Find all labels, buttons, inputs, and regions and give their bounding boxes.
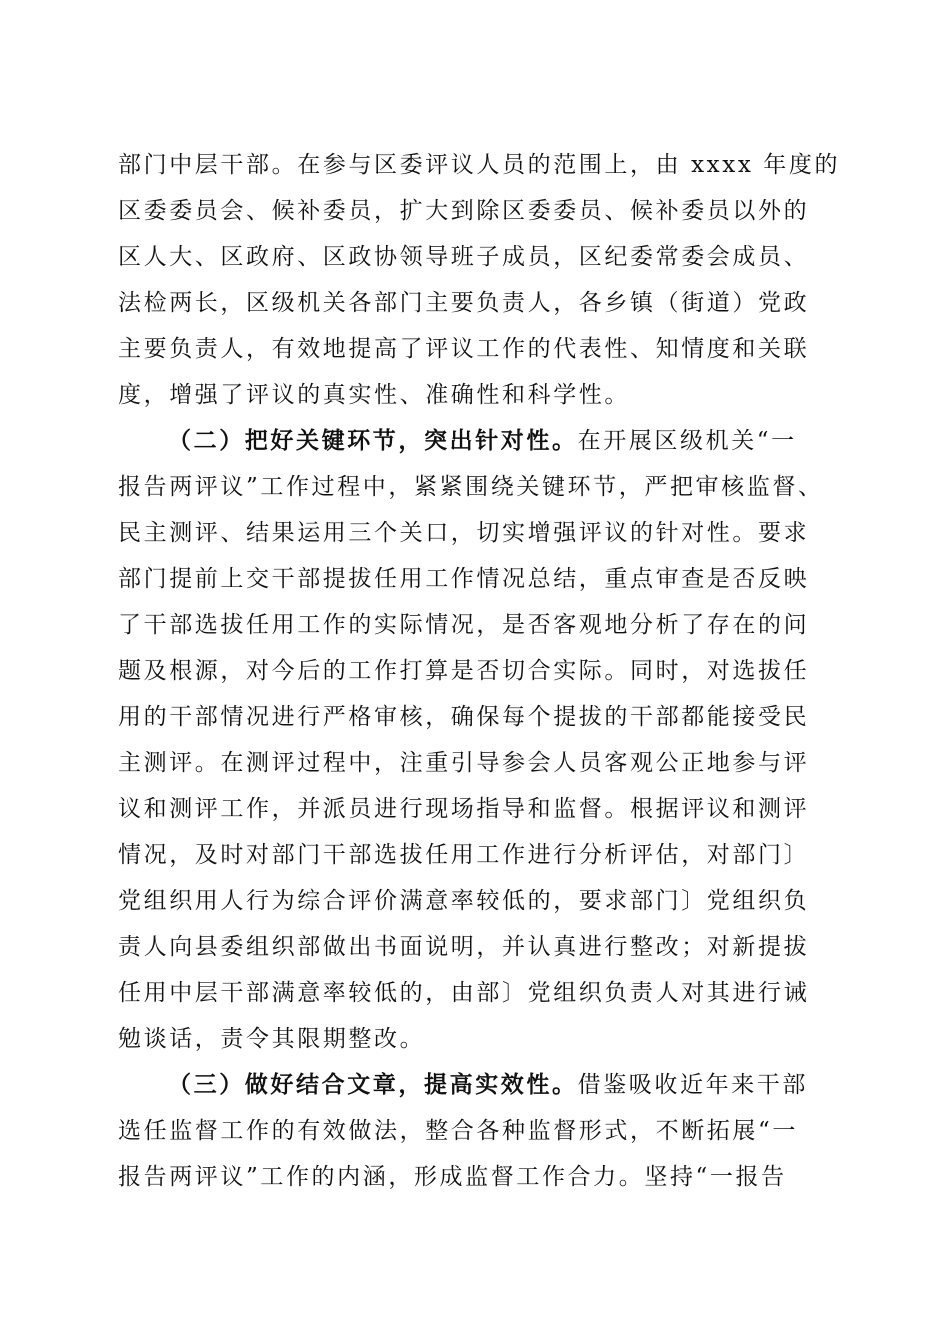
text-line: 民主测评、结果运用三个关口，切实增强评议的针对性。要求 <box>118 520 810 546</box>
text-line: 法检两长，区级机关各部门主要负责人，各乡镇（街道）党政 <box>118 290 810 316</box>
text-line: 主要负责人，有效地提高了评议工作的代表性、知情度和关联 <box>118 336 810 362</box>
paragraph-3 <box>118 1062 832 1200</box>
text-line: 题及根源，对今后的工作打算是否切合实际。同时，对选拔任 <box>118 658 810 684</box>
text-line: 选任监督工作的有效做法，整合各种监督形式，不断拓展“一 <box>118 1118 798 1144</box>
text-run: 借鉴吸收近年来干部 <box>577 1072 809 1098</box>
text-line: 报告两评议”工作过程中，紧紧围绕关键环节，严把审核监督、 <box>118 474 824 500</box>
text-line: 党组织用人行为综合评价满意率较低的，要求部门〕党组织负 <box>118 888 810 914</box>
document-body <box>118 142 841 1200</box>
section-heading: （三）做好结合文章，提高实效性。 <box>168 1071 578 1098</box>
text-line: 部门中层干部。在参与区委评议人员的范围上，由 xxxx 年度的 <box>118 152 841 178</box>
text-line: 度，增强了评议的真实性、准确性和科学性。 <box>118 382 630 408</box>
paragraph-first-line <box>118 418 832 464</box>
text-line: 任用中层干部满意率较低的，由部〕党组织负责人对其进行诫 <box>118 980 810 1006</box>
text-line: 用的干部情况进行严格审核，确保每个提拔的干部都能接受民 <box>118 704 810 730</box>
paragraph-first-line <box>118 1062 832 1108</box>
text-line: 议和测评工作，并派员进行现场指导和监督。根据评议和测评 <box>118 796 810 822</box>
text-line: 情况，及时对部门干部选拔任用工作进行分析评估，对部门〕 <box>118 842 810 868</box>
text-line: 勉谈话，责令其限期整改。 <box>118 1026 426 1052</box>
text-line: 区委委员会、候补委员，扩大到除区委委员、候补委员以外的 <box>118 198 810 224</box>
section-heading: （二）把好关键环节，突出针对性。 <box>168 427 578 454</box>
text-line: 部门提前上交干部提拔任用工作情况总结，重点审查是否反映 <box>118 566 810 592</box>
text-line: 了干部选拔任用工作的实际情况，是否客观地分析了存在的问 <box>118 612 810 638</box>
text-line: 报告两评议”工作的内涵，形成监督工作合力。坚持“一报告 <box>118 1164 787 1190</box>
paragraph-1 <box>118 142 841 418</box>
text-run: 在开展区级机关“一 <box>577 428 797 454</box>
text-line: 区人大、区政府、区政协领导班子成员，区纪委常委会成员、 <box>118 244 810 270</box>
text-line: 主测评。在测评过程中，注重引导参会人员客观公正地参与评 <box>118 750 810 776</box>
text-line: 责人向县委组织部做出书面说明，并认真进行整改；对新提拔 <box>118 934 810 960</box>
paragraph-2 <box>118 418 832 1062</box>
